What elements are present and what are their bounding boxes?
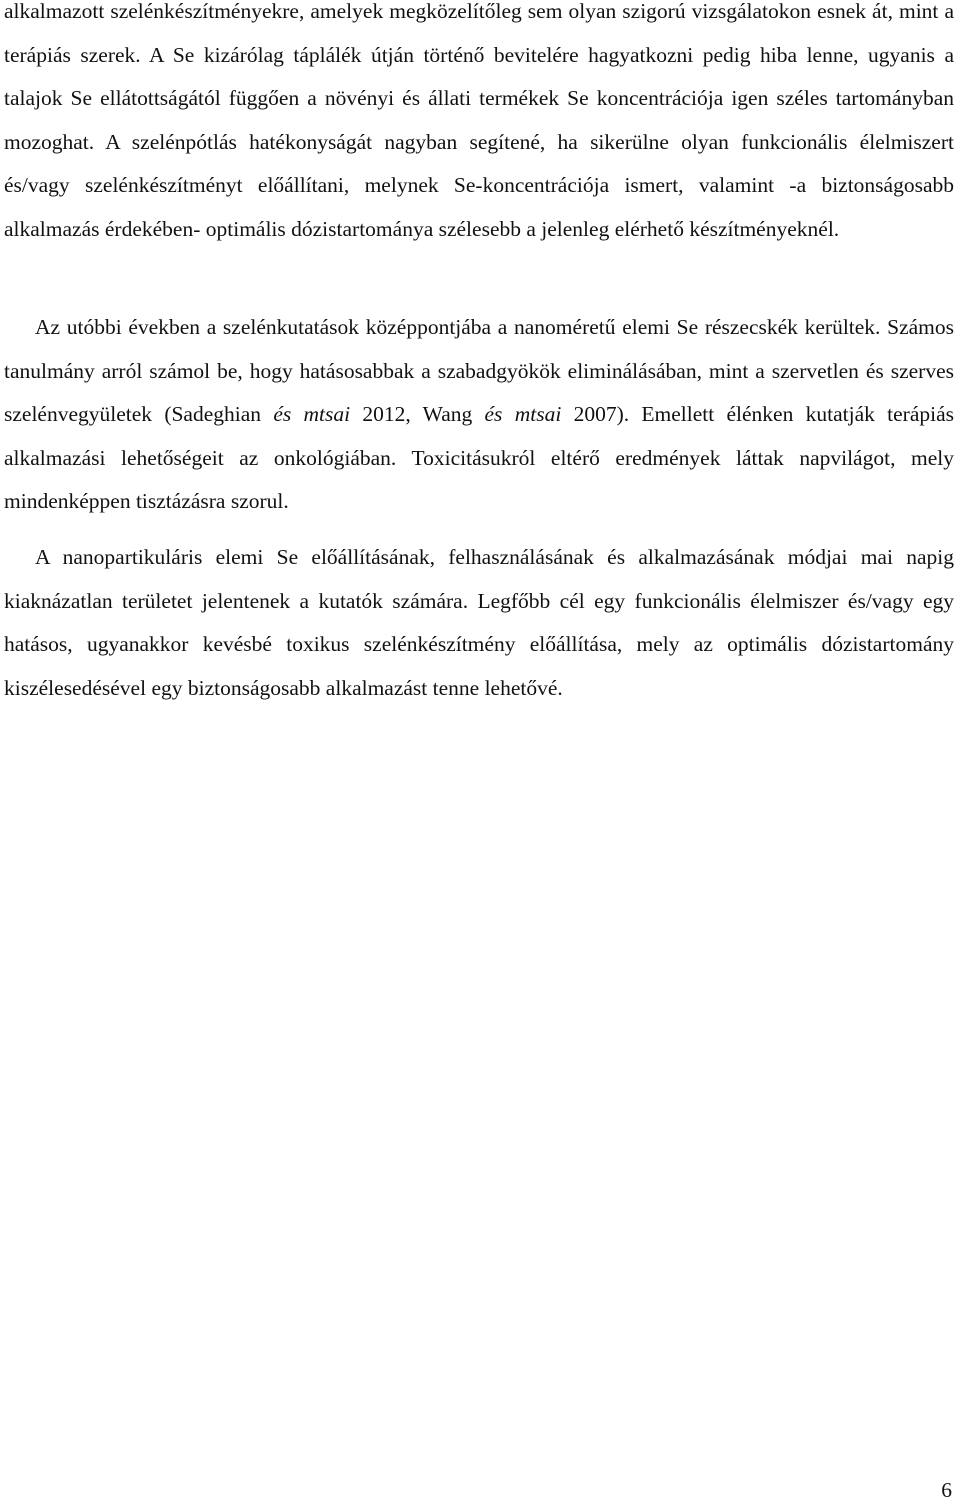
paragraph-2 [4, 306, 954, 524]
paragraph-1-text: alkalmazott szelénkészítményekre, amelyek megközelítőleg sem olyan szigorú vizsgálatokon esnek át, mint a terápiás szerek. A Se kizárólag táplálék útján történő bevitelére hagyatkozni pedig hiba lenne, ugyanis a talajok Se ellátottságától függően a növényi és állati termékek Se koncentrációja igen széles tartományban mozoghat. A szelénpótlás hatékonyságát nagyban segítené, ha sikerülne olyan funkcionális élelmiszert és/vagy szelénkészítményt előállítani, melynek Se-koncentrációja ismert, valamint -a biztonságosabb alkalmazás érdekében- optimális dózistartománya szélesebb a jelenleg elérhető készítményeknél. [4, 0, 954, 241]
paragraph-2-text-a: Az utóbbi években a szelénkutatások középpontjába a nanoméretű elemi Se részecskék kerültek. Számos tanulmány arról számol be, hogy hatásosabbak a szabadgyökök eliminálásában, mint a szervetlen és szerves szelénvegyületek (Sadeghian [4, 315, 954, 427]
paragraph-3 [4, 536, 954, 710]
citation-etal-1: és mtsai [273, 402, 351, 427]
page-number: 6 [941, 1478, 952, 1502]
paragraph-2-text-b: 2012, Wang [350, 402, 485, 427]
paragraph-1 [4, 0, 954, 252]
paragraph-2-text-c: 2007). Emellett élénken kutatják terápiás alkalmazási lehetőségeit az onkológiában. Toxicitásukról eltérő eredmények láttak napvilágot, mely mindenképpen tisztázásra szorul. [4, 402, 954, 514]
citation-etal-2: és mtsai [484, 402, 562, 427]
paragraph-3-text: A nanopartikuláris elemi Se előállításának, felhasználásának és alkalmazásának módjai mai napig kiaknázatlan területet jelentenek a kutatók számára. Legfőbb cél egy funkcionális élelmiszer és/vagy egy hatásos, ugyanakkor kevésbé toxikus szelénkészítmény előállítása, mely az optimális dózistartomány kiszélesedésével egy biztonságosabb alkalmazást tenne lehetővé. [4, 545, 954, 700]
